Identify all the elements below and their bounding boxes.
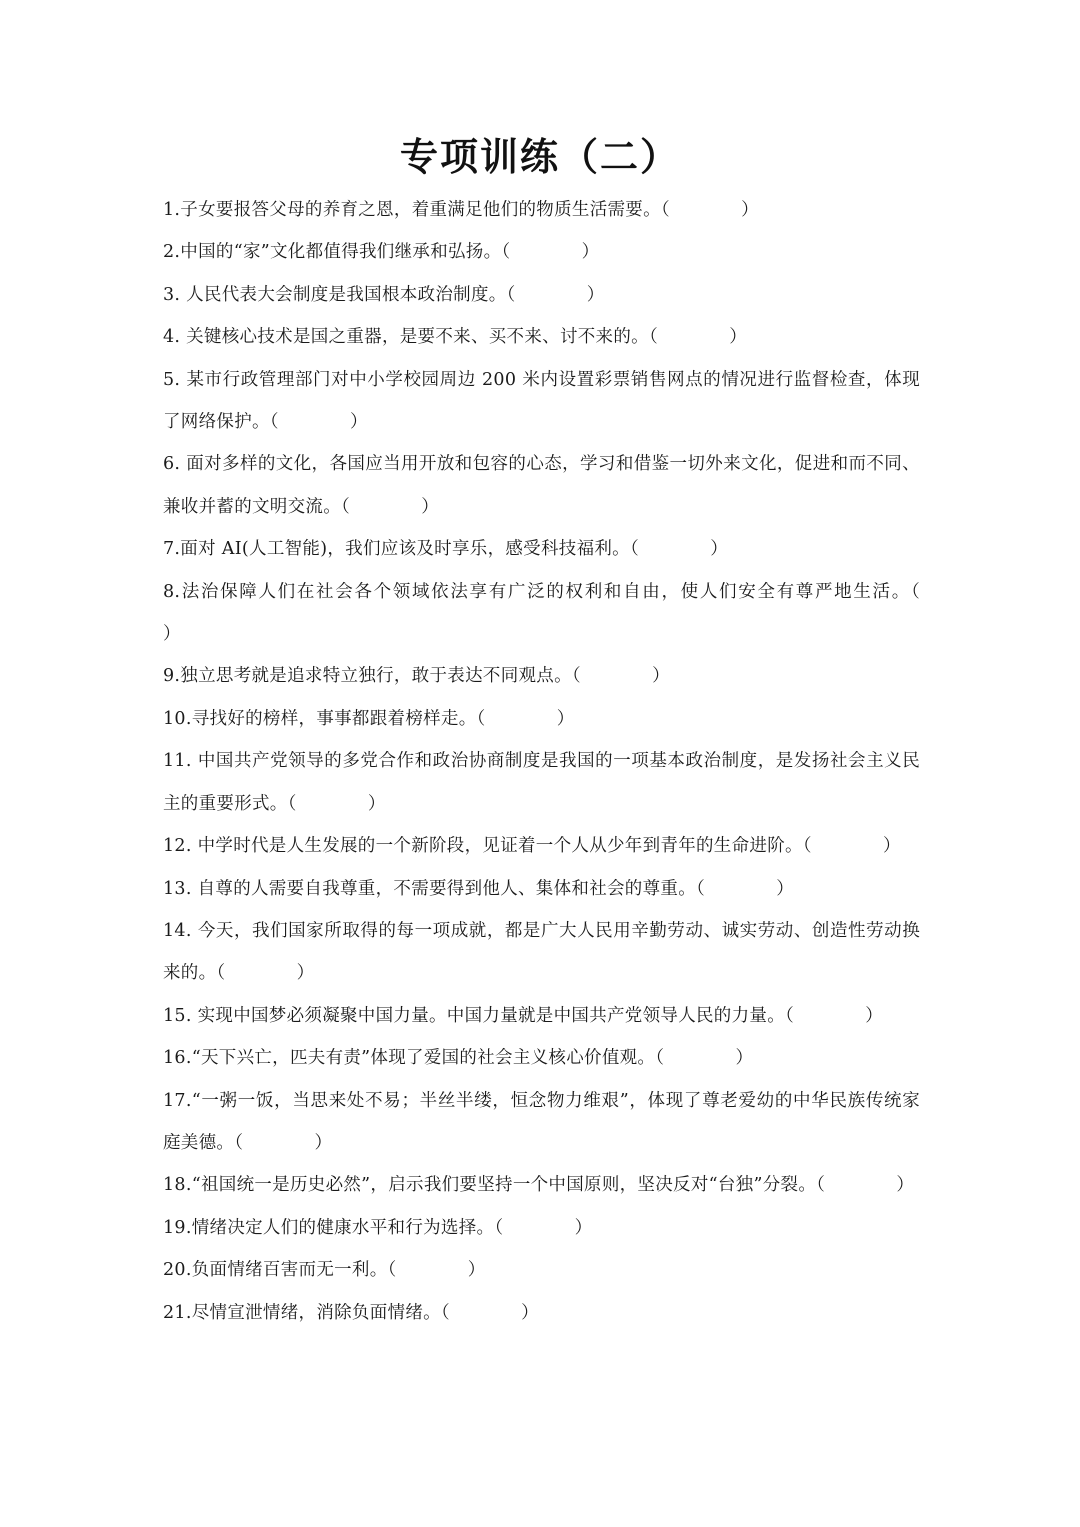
question-text: 8.法治保障人们在社会各个领域依法享有广泛的权利和自由，使人们安全有尊严地生活。（ ） [163, 581, 992, 645]
question-text: 4. 关键核心技术是国之重器，是要不来、买不来、讨不来的。（ ） [163, 327, 748, 348]
question-text: 18.“祖国统一是历史必然”，启示我们要坚持一个中国原则，坚决反对“台独”分裂。（ ） [163, 1175, 915, 1196]
question-text: 21.尽情宣泄情绪，消除负面情绪。（ ） [163, 1302, 539, 1323]
question-item [163, 825, 920, 867]
question-item [163, 995, 920, 1037]
question-item [163, 1249, 920, 1291]
question-item [163, 274, 920, 316]
question-item [163, 1037, 920, 1079]
question-item [163, 1207, 920, 1249]
question-item [163, 359, 920, 444]
page-title: 专项训练（二） [399, 135, 680, 179]
question-text: 13. 自尊的人需要自我尊重，不需要得到他人、集体和社会的尊重。（ ） [163, 878, 795, 899]
question-item [163, 443, 920, 528]
question-text: 9.独立思考就是追求特立独行，敢于表达不同观点。（ ） [163, 666, 670, 687]
question-text: 16.“天下兴亡，匹夫有责”体现了爱国的社会主义核心价值观。（ ） [163, 1048, 754, 1069]
question-item [163, 571, 992, 656]
question-item [163, 528, 920, 570]
question-item [163, 316, 920, 358]
question-item [163, 868, 920, 910]
question-item [163, 1080, 920, 1165]
question-item [163, 655, 920, 697]
question-text: 10.寻找好的榜样，事事都跟着榜样走。（ ） [163, 708, 575, 729]
question-text: 11. 中国共产党领导的多党合作和政治协商制度是我国的一项基本政治制度，是发扬社会主义民主的重要形式。（ ） [163, 751, 920, 814]
question-item [163, 231, 920, 273]
question-item [163, 698, 920, 740]
question-list [163, 189, 992, 1334]
question-item [163, 189, 920, 231]
question-text: 15. 实现中国梦必须凝聚中国力量。中国力量就是中国共产党领导人民的力量。（ ） [163, 1005, 884, 1026]
question-text: 12. 中学时代是人生发展的一个新阶段，见证着一个人从少年到青年的生命进阶。（ ） [163, 836, 901, 857]
question-item [163, 1292, 920, 1334]
question-text: 17.“一粥一饭，当思来处不易；半丝半缕，恒念物力维艰”，体现了尊老爱幼的中华民族传统家庭美德。（ ） [163, 1090, 920, 1153]
question-text: 2.中国的“家”文化都值得我们继承和弘扬。（ ） [163, 242, 600, 263]
question-text: 19.情绪决定人们的健康水平和行为选择。（ ） [163, 1217, 593, 1238]
question-text: 3. 人民代表大会制度是我国根本政治制度。（ ） [163, 284, 605, 305]
question-text: 6. 面对多样的文化，各国应当用开放和包容的心态，学习和借鉴一切外来文化，促进和而不同、兼收并蓄的文明交流。（ ） [163, 454, 920, 517]
question-item [163, 1164, 920, 1206]
question-text: 5. 某市行政管理部门对中小学校园周边 200 米内设置彩票销售网点的情况进行监督检查，体现了网络保护。（ ） [163, 369, 920, 433]
question-item [163, 910, 920, 995]
question-text: 7.面对 AI(人工智能)，我们应该及时享乐，感受科技福利。（ ） [163, 539, 729, 560]
question-text: 14. 今天，我们国家所取得的每一项成就，都是广大人民用辛勤劳动、诚实劳动、创造性劳动换来的。（ ） [163, 920, 920, 984]
question-text: 20.负面情绪百害而无一利。（ ） [163, 1260, 486, 1281]
question-text: 1.子女要报答父母的养育之恩，着重满足他们的物质生活需要。（ ） [163, 200, 759, 220]
question-item [163, 740, 920, 825]
